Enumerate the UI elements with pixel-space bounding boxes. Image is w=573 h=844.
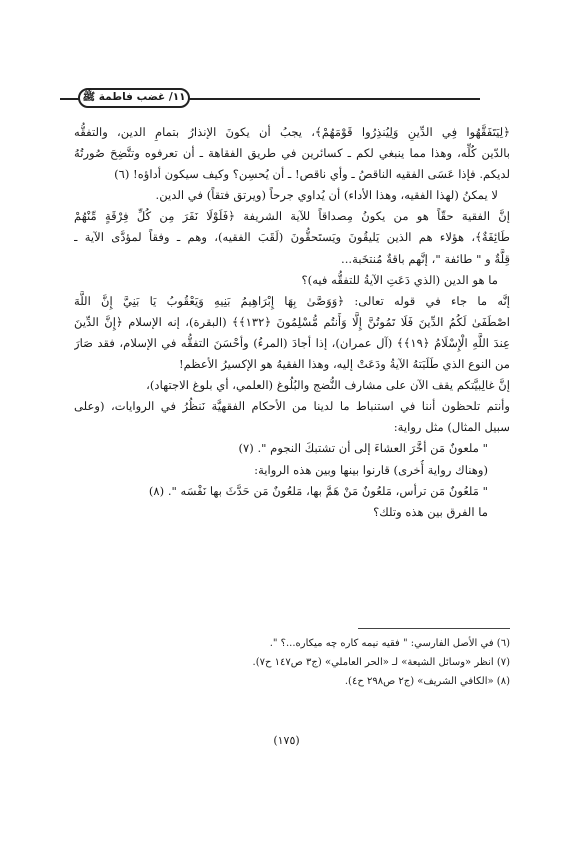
text-line: لديكم. فإذا عَسَى الفقيه الناقصُ ـ وأي ناقص! ـ أن يُحسِن؟ وكيف سيكون أداؤه! (٦) xyxy=(114,167,510,182)
text-line: إنَّه ما جاء في قوله تعالى: ﴿وَوَصَّىٰ بِهَا إِبْرَاهِيمُ بَنِيهِ وَيَعْقُوبُ يَا بَنِيَّ إِنَّ اللَّهَ xyxy=(74,293,510,308)
footnote: (٦) في الأصل الفارسي: " فقيه نيمه كاره چه ميكاره...؟ ". xyxy=(269,638,510,649)
quote-line: " مَلعُونٌ مَن ترأس، مَلعُونٌ مَنْ هَمَّ بها، مَلعُونٌ مَن حَدَّثَ بها نَفْسَه ". (٨) xyxy=(148,483,488,498)
text-line: سبيل المثال) مثل رواية: xyxy=(393,420,510,435)
footnote: (٨) «الكافي الشريف» (ج٢ ص٢٩٨ ح٤). xyxy=(344,676,510,687)
text-line: بالدّين كُلِّه، وهذا مما ينبغي لكم ـ كسائرين في طريق الفقاهة ـ أن تعرفوه وتتَّضِحَ صُورتُهُ xyxy=(74,146,510,161)
quote-line: " ملعونٌ مَن أخَّرَ العشاءَ إلى أن تشتبكَ النجوم ". (٧) xyxy=(238,441,488,456)
body-text xyxy=(74,122,510,523)
text-line: (وهناك رواية أُخرى) قارنوا بينها وبين هذه الرواية: xyxy=(254,462,488,477)
footnote: (٧) انظر «وسائل الشيعة» لـ «الحر العاملي» (ج٣ ص١٤٧ ح٧). xyxy=(252,657,510,668)
text-line: لا يمكنُ (لهذا الفقيه، وهذا الأداء) أن يُداوي جرحاً (ويرتق فتقاً) في الدين. xyxy=(155,188,498,203)
text-line: من النوع الذي طَلَبَتهُ الآيةُ ودَعَتْ إليه، وهذا الفقيهُ هو الإكسيرُ الأعظم! xyxy=(178,357,510,372)
footnote-rule xyxy=(358,628,510,629)
text-line: إنَّ الفقيهَ حقّاً هو من يكونُ مِصداقاً للآية الشريفة ﴿فَلَوْلَا نَفَرَ مِن كُلِّ فِرْقَةٍ مِّنْهُمْ xyxy=(74,209,510,224)
running-header: ١١/ غضب فاطمة ﷺ xyxy=(78,88,190,108)
text-line: عِندَ اللَّهِ الْإِسْلَامُ ﴿١٩﴾﴾ (آل عمران)، إذا أجادَ (المرءُ) وأحْسَنَ التفقُّه في الإسلام، فقد صَارَ xyxy=(74,335,510,350)
footnotes xyxy=(120,634,510,691)
page-number: (١٧٥) xyxy=(273,734,300,747)
text-line: ما هو الدين (الذي دَعَتِ الآيةُ للتفقُّه فيه)؟ xyxy=(301,272,498,287)
text-line: ﴿لِيَتَفَقَّهُوا فِي الدِّينِ وَلِيُنذِرُوا قَوْمَهُمْ﴾، يجبُ أن يكونَ الإنذارُ بتمامِ الدين، والتفقُّه xyxy=(74,125,510,139)
text-line: قِلَّةٌ و " طائفة "، إنَّهم باقةٌ مُنتخَبة... xyxy=(341,251,510,266)
text-line: اصْطَفَىٰ لَكُمُ الدِّينَ فَلَا تَمُوتُنَّ إِلَّا وَأَنتُم مُّسْلِمُونَ ﴿١٣٢﴾﴾ (البقرة)، إنه الإسلام ﴿إِنَّ الدِّينَ xyxy=(74,314,510,329)
text-line: وأنتم تلحظون أننا في استنباط ما لدينا من الأحكام الفقهيَّة نَنظُرُ في الروايات، (وعلى xyxy=(74,399,510,414)
text-line: إنَّ غالِبيَّتكم يقف الآن على مشارف النُّضج والبُلُوغ (العلمي، أي بلوغ الاجتهاد)، xyxy=(146,378,510,393)
text-line: طَائِفَةٌ﴾، هؤلاء هم الذين يَليقُونَ ويَستَحقُّونَ (لَقَبَ الفقيه)، وهم ـ وفقاً لمؤدَّى الآية ـ xyxy=(74,230,510,245)
text-line: ما الفرق بين هذه وتلك؟ xyxy=(373,504,488,519)
